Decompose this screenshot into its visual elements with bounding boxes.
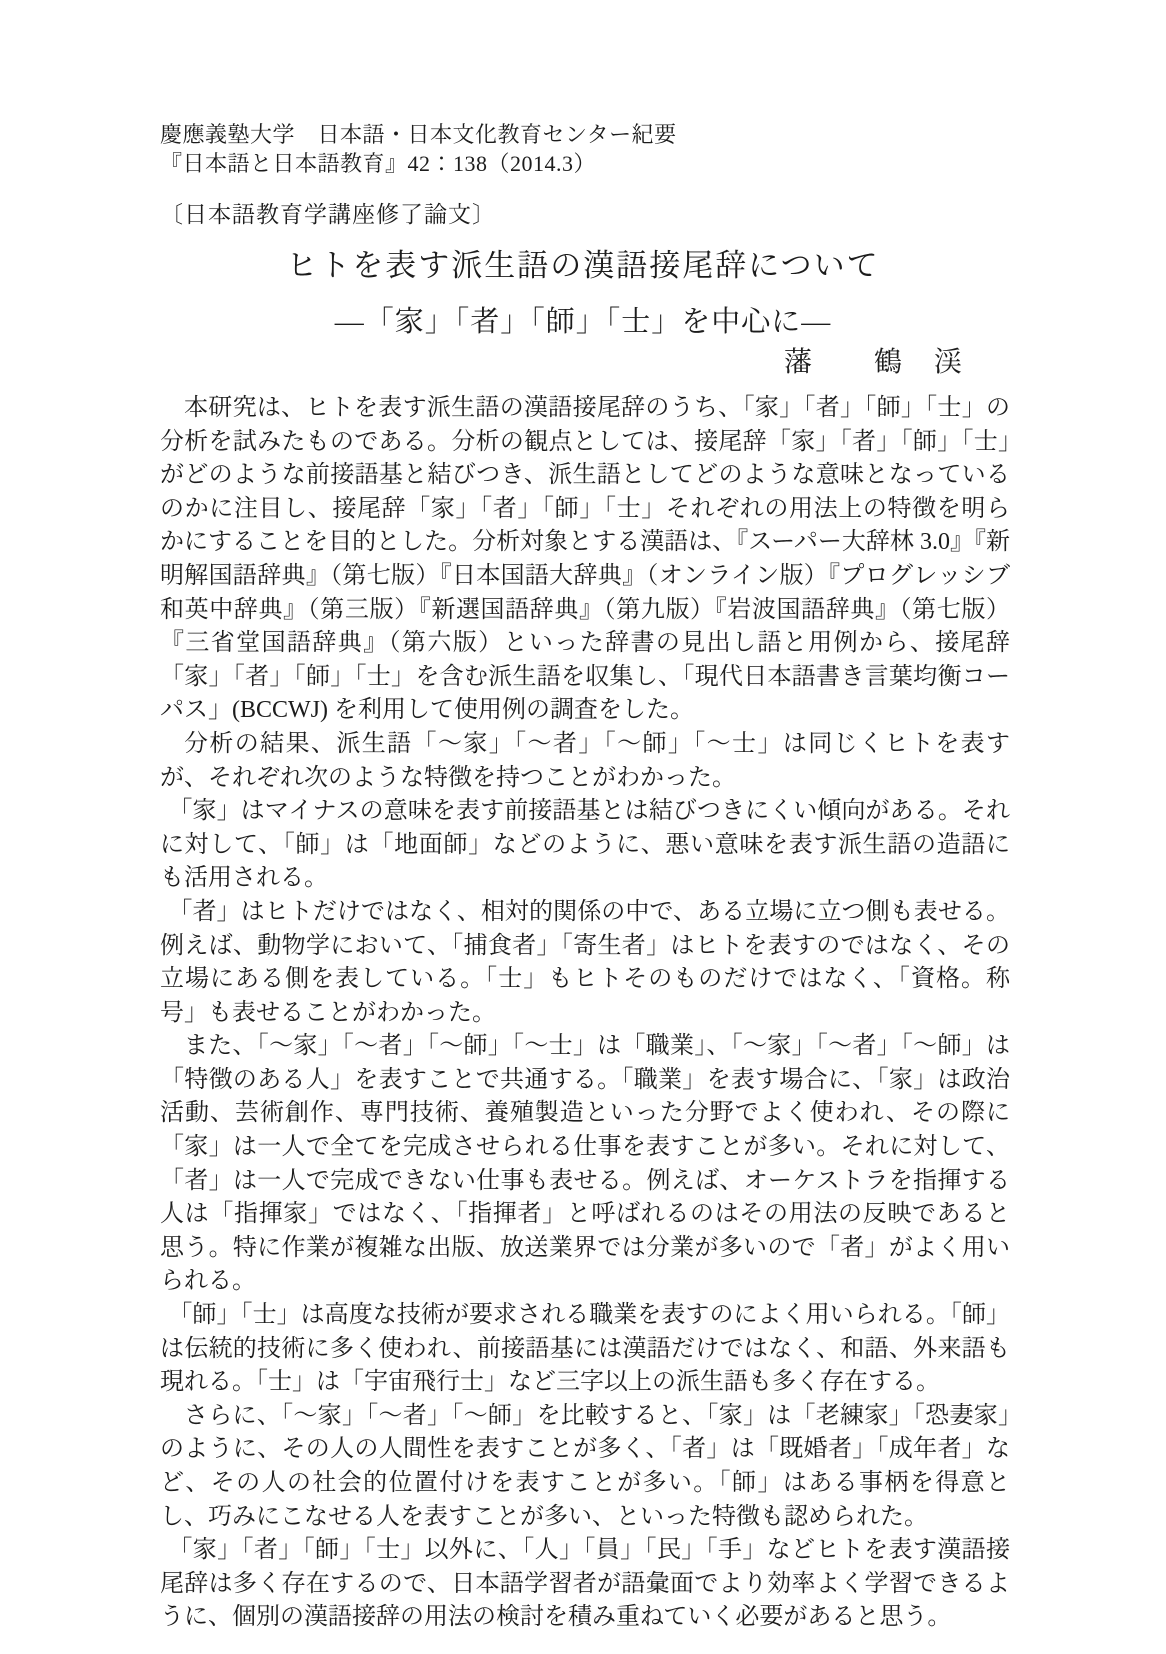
paragraph: 「師」「士」は高度な技術が要求される職業を表すのによく用いられる。「師」は伝統的技術に多く使われ、前接語基には漢語だけではなく、和語、外来語も現れる。「士」は「宇宙飛行士」など三字以上の派生語も多く存在する。	[160, 1302, 1010, 1396]
abstract-body	[160, 392, 1010, 1635]
paragraph: さらに、「～家」「～者」「～師」を比較すると、「家」は「老練家」「恐妻家」のように、その人の人間性を表すことが多く、「者」は「既婚者」「成年者」など、その人の社会的位置付けを表すことが多い。「師」はある事柄を得意とし、巧みにこなせる人を表すことが多い、といった特徴も認められた。	[160, 1402, 1010, 1530]
article-type-note: 〔日本語教育学講座修了論文〕	[160, 202, 496, 227]
paragraph: 「者」はヒトだけではなく、相対的関係の中で、ある立場に立つ側も表せる。例えば、動物学において、「捕食者」「寄生者」はヒトを表すのではなく、その立場にある側を表している。「士」もヒトそのものだけではなく、「資格。称号」も表せることがわかった。	[160, 898, 1010, 1026]
title-block	[158, 240, 1008, 340]
paragraph: 「家」はマイナスの意味を表す前接語基とは結びつきにくい傾向がある。それに対して、「師」は「地面師」などのように、悪い意味を表す派生語の造語にも活用される。	[160, 798, 1010, 892]
paragraph: 「家」「者」「師」「士」以外に、「人」「員」「民」「手」などヒトを表す漢語接尾辞は多く存在するので、日本語学習者が語彙面でより効率よく学習できるように、個別の漢語接辞の用法の検討を積み重ねていく必要があると思う。	[160, 1537, 1010, 1631]
paper-title: ヒトを表す派生語の漢語接尾辞について	[286, 248, 880, 283]
journal-issue-line: 『日本語と日本語教育』42：138（2014.3）	[160, 151, 597, 176]
journal-header	[160, 120, 1020, 178]
journal-name-line: 慶應義塾大学 日本語・日本文化教育センター紀要	[160, 122, 677, 147]
paper-subtitle: ―「家」「者」「師」「士」を中心に―	[334, 306, 832, 338]
paragraph: 本研究は、ヒトを表す派生語の漢語接尾辞のうち、「家」「者」「師」「士」の分析を試みたものである。分析の観点としては、接尾辞「家」「者」「師」「士」がどのような前接語基と結びつき、派生語としてどのような意味となっているのかに注目し、接尾辞「家」「者」「師」「士」それぞれの用法上の特徴を明らかにすることを目的とした。分析対象とする漢語は、『スーパー大辞林 3.0』『新明解国語辞典』（第七版）『日本国語大辞典』（オンライン版）『プログレッシブ和英中辞典』（第三版）『新選国語辞典』（第九版）『岩波国語辞典』（第七版）『三省堂国語辞典』（第六版）といった辞書の見出し語と用例から、接尾辞「家」「者」「師」「士」を含む派生語を収集し、「現代日本語書き言葉均衡コーパス」(BCCWJ) を利用して使用例の調査をした。	[160, 395, 1010, 724]
paragraph: また、「～家」「～者」「～師」「～士」は「職業」、「～家」「～者」「～師」は「特徴のある人」を表すことで共通する。「職業」を表す場合に、「家」は政治活動、芸術創作、専門技術、養殖製造といった分野でよく使われ、その際に「家」は一人で全てを完成させられる仕事を表すことが多い。それに対して、「者」は一人で完成できない仕事も表せる。例えば、オーケストラを指揮する人は「指揮家」ではなく、「指揮者」と呼ばれるのはその用法の反映であると思う。特に作業が複雑な出版、放送業界では分業が多いので「者」がよく用いられる。	[160, 1033, 1010, 1295]
paragraph: 分析の結果、派生語「～家」「～者」「～師」「～士」は同じくヒトを表すが、それぞれ次のような特徴を持つことがわかった。	[160, 730, 1010, 791]
author-name: 藩 鶴 渓	[783, 347, 964, 378]
